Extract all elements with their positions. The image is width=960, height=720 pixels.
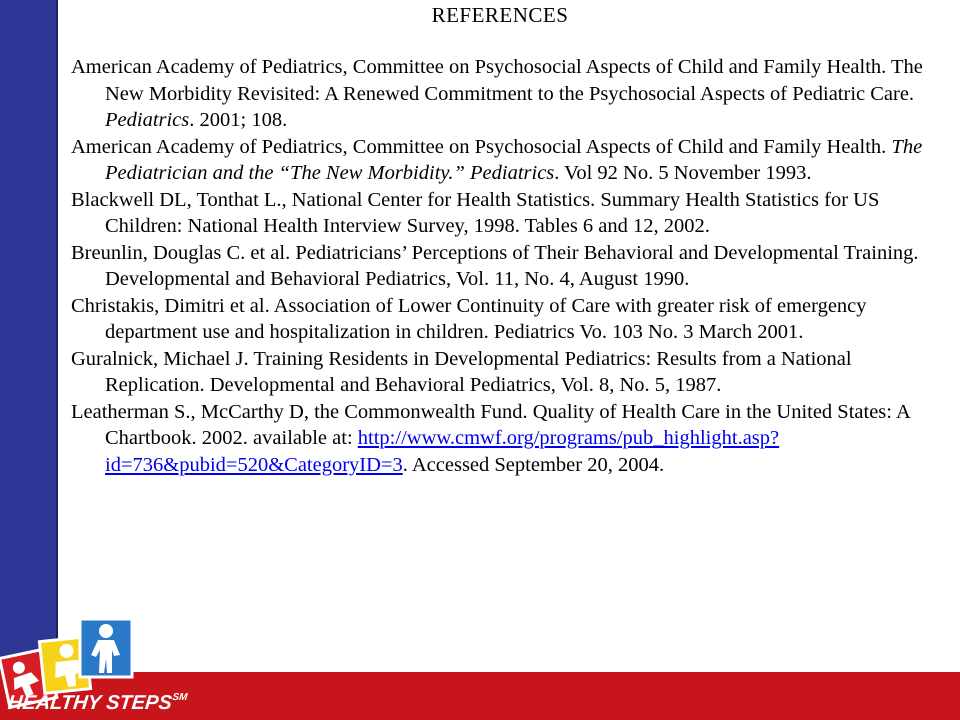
left-accent-bar (0, 0, 58, 676)
reference-citation: . Vol 92 No. 5 November 1993. (554, 162, 812, 184)
reference-item-2 (71, 134, 951, 187)
reference-item-5 (71, 293, 951, 346)
reference-item-3 (71, 187, 951, 240)
reference-text: American Academy of Pediatrics, Committee on Psychosocial Aspects of Child and Family Health. The New Morbidity Revisited: A Renewed Commitment to the Psychosocial Aspects of Pediatric Care. (71, 56, 923, 105)
reference-text: American Academy of Pediatrics, Committee on Psychosocial Aspects of Child and Family Health. (71, 135, 892, 158)
reference-item-1 (71, 54, 951, 134)
slide-title: REFERENCES (431, 3, 569, 27)
reference-text: Blackwell DL, Tonthat L., National Center for Health Statistics. Summary Health Statistics for US Children: National Health Interview Survey, 1998. Tables 6 and 12, 2002. (71, 188, 880, 237)
reference-item-4 (71, 240, 951, 293)
reference-item-6 (71, 346, 951, 399)
logo-text: HEALTHY STEPS (6, 692, 173, 714)
reference-journal: Pediatrics (105, 109, 190, 131)
reference-item-7 (71, 399, 951, 479)
logo-service-mark: SM (171, 692, 188, 703)
reference-link[interactable]: http://www.cmwf.org/programs/pub_highlight.asp?id=736&pubid=520&CategoryID=3 (105, 427, 780, 476)
reference-text: Leatherman S., McCarthy D, the Commonwealth Fund. Quality of Health Care in the United States: A Chartbook. 2002. available at: (71, 400, 910, 449)
reference-text: Breunlin, Douglas C. et al. Pediatricians’ Perceptions of Their Behavioral and Developmental Training. Developmental and Behavioral Pediatrics, Vol. 11, No. 4, August 1990. (71, 241, 919, 290)
reference-journal: The Pediatrician and the “The New Morbidity.” Pediatrics (105, 135, 923, 184)
references-list (71, 54, 951, 478)
logo-wordmark (7, 692, 188, 715)
reference-text: Guralnick, Michael J. Training Residents in Developmental Pediatrics: Results from a National Replication. Developmental and Behavioral Pediatrics, Vol. 8, No. 5, 1987. (71, 347, 852, 396)
reference-text: Christakis, Dimitri et al. Association of Lower Continuity of Care with greater risk of emergency department use and hospitalization in children. Pediatrics Vo. 103 No. 3 March 2001. (71, 294, 867, 343)
reference-citation: . Accessed September 20, 2004. (402, 453, 665, 476)
reference-citation: . 2001; 108. (189, 109, 288, 131)
